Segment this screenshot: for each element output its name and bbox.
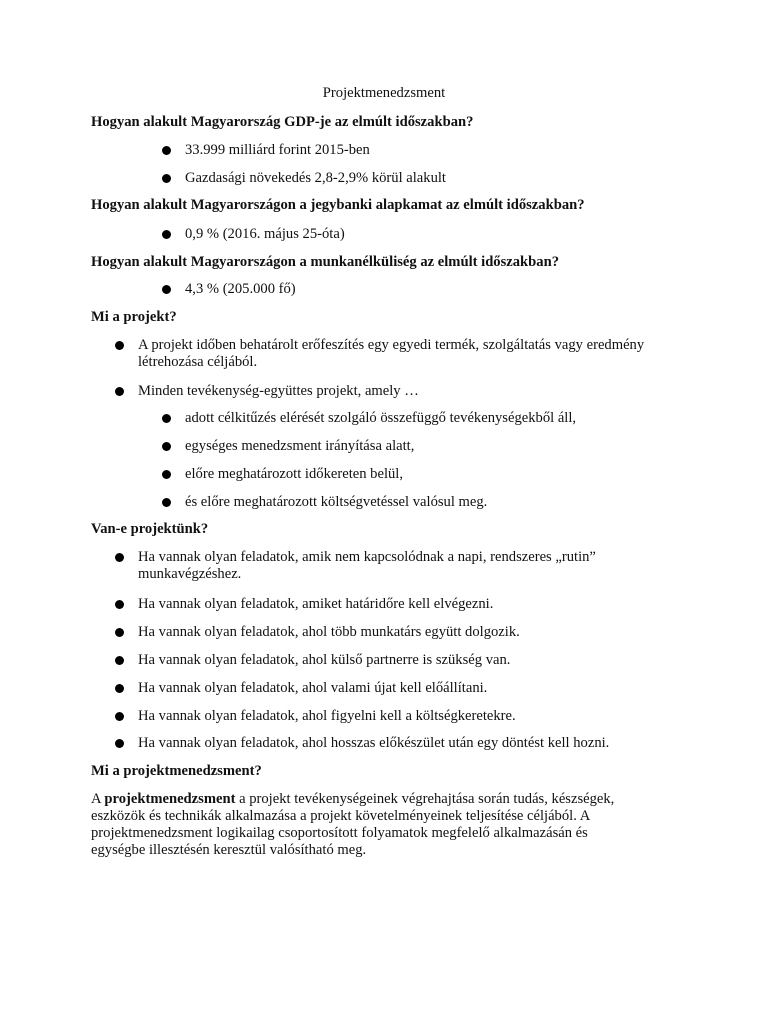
bold-term: projektmenedzsment <box>104 791 236 807</box>
bullet-icon <box>115 387 124 396</box>
bullet-icon <box>115 553 124 562</box>
bullet-icon <box>162 285 171 294</box>
bullet-icon <box>162 470 171 479</box>
bullet-icon <box>162 230 171 239</box>
paragraph-line: egységbe illesztésén keresztül valósítható meg. <box>91 842 367 858</box>
question-what-is-project: Mi a projekt? <box>91 309 177 325</box>
paragraph-line: A projektmenedzsment a projekt tevékenységeinek végrehajtása során tudás, készségek, <box>91 791 615 807</box>
question-what-is-pm: Mi a projektmenedzsment? <box>91 763 262 779</box>
bullet-icon <box>115 656 124 665</box>
document-page: Projektmenedzsment Hogyan alakult Magyarország GDP-je az elmúlt időszakban? 33.999 milliárd forint 2015-ben Gazdasági növekedés 2,8-2,9% körül alakult Hogyan alakult Magyarországon a jegybanki alapkamat az elmúlt időszakban? 0,9 % (2016. május 25-óta) Hogyan alakult Magyarországon a munkanélküliség az elmúlt időszakban? 4,3 % (205.000 fő) Mi a projekt? A projekt időben behatárolt erőfeszítés egy egyedi termék, szolgáltatás vagy eredmény létrehozása céljából. Minden tevékenység-együttes projekt, amely … adott célkitűzés elérését szolgáló összefüggő tevékenységekből áll, egységes menedzsment irányítása alatt, előre meghatározott időkereten belül, és előre meghatározott költségvetéssel valósul meg. Van-e projektünk? Ha vannak olyan feladatok, amik nem kapcsolódnak a napi, rendszeres „rutin” munkavégzéshez. Ha vannak olyan feladatok, amiket határidőre kell elvégezni. Ha vannak olyan feladatok, ahol több munkatárs együtt dolgozik. Ha vannak olyan feladatok, ahol külső partnerre is szükség van. Ha vannak olyan feladatok, ahol valami újat kell előállítani. Ha vannak olyan feladatok, ahol figyelni kell a költségkeretekre. Ha vannak olyan feladatok, ahol hosszas előkészület után egy döntést kell hozni. Mi a projektmenedzsment? A projektmenedzsment a projekt tevékenységeinek végrehajtása során tudás, készségek, eszközök és technikák alkalmazása a projekt követelményeinek teljesítése céljából. A projektmenedzsment logikailag csoportosított folyamatok megfelelő alkalmazásán és egységbe illesztésén keresztül valósítható meg. <box>0 0 768 1024</box>
bullet-icon <box>162 174 171 183</box>
paragraph-line: projektmenedzsment logikailag csoportosított folyamatok megfelelő alkalmazásán és <box>91 825 588 841</box>
bullet-icon <box>115 684 124 693</box>
bullet-icon <box>162 146 171 155</box>
bullet-icon <box>115 600 124 609</box>
bullet-icon <box>162 442 171 451</box>
question-unemployment: Hogyan alakult Magyarországon a munkanélküliség az elmúlt időszakban? <box>91 254 560 270</box>
bullet-icon <box>115 712 124 721</box>
bullet-icon <box>115 628 124 637</box>
question-gdp: Hogyan alakult Magyarország GDP-je az elmúlt időszakban? <box>91 114 474 130</box>
question-do-we-have-project: Van-e projektünk? <box>91 521 209 537</box>
paragraph-line: eszközök és technikák alkalmazása a projekt követelményeinek teljesítése céljából. A <box>91 808 591 824</box>
bullet-icon <box>115 341 124 350</box>
definition-paragraph <box>91 791 681 859</box>
bullet-icon <box>115 739 124 748</box>
bullet-icon <box>162 414 171 423</box>
document-title: Projektmenedzsment <box>322 85 446 101</box>
bullet-icon <box>162 498 171 507</box>
question-base-rate: Hogyan alakult Magyarországon a jegybanki alapkamat az elmúlt időszakban? <box>91 197 585 213</box>
